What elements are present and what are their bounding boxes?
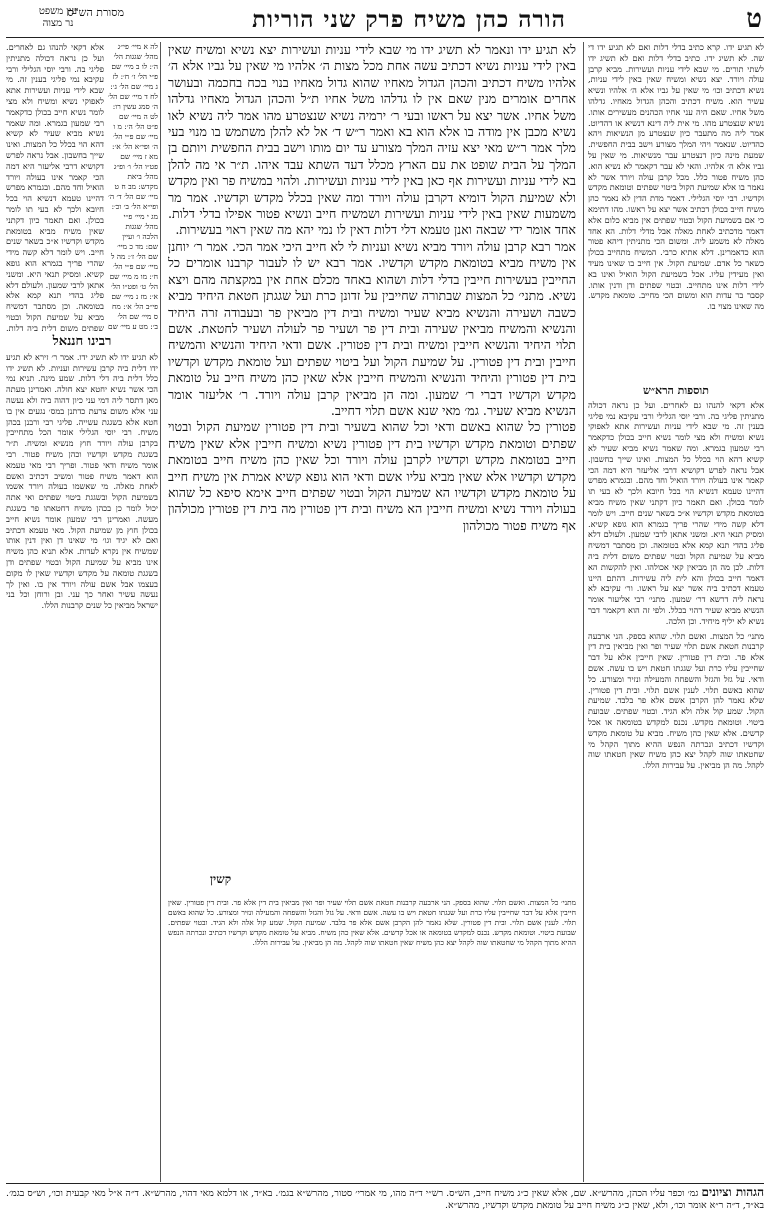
rabbeinu-chananel-column [6, 334, 158, 1182]
footer-rule [6, 1183, 764, 1184]
page-title: הורה כהן משיח פרק שני הוריות [252, 6, 566, 33]
gemara-text-1: לא תגיע ידו ונאמר לא תשיג ידו מי שבא לידי עניות ועשירות יצא נשיא ומשיח שאין באין לידי עניות נשיא דכתיב עשה אחת מכל מצות ה׳ אלהיו מי שאין על גביו אלא ה׳ אלהיו משיח דכתיב והכהן הגדול מאחיו שהוא גדול מאחיו בנוי בכח בחכמה ובעושר אחרים אומרים מנין שאם אין לו גדלהו משל אחיו ת״ל והכהן הגדול מאחיו גדלהו משל אחיו. אשר יצא על ראשו ובעי ר׳ ירמיה נשיא שנצטרע מהו אמר ליה נשיא לאו נשיא מכבן אין מודה בו אלא הוא בא ואמר ר״ש ד׳ אל לא להלן משתמש בו מנוי בעי מלך אמר ר״ש מאי יצא עזיה המלך מצורע עד יום מותו וישב בבית החפשית ויותם בן המלך על הבית שופט את עם הארץ מכלל דעד השתא עבד איהו. ת״ר אי מה להלן בא לידי עניות ועשירות אף כאן באין לידי עניות ועשירות. ולהוי במשיח פר ואין מקדש ולא שמיעת הקול דומיא דקרבן עולה ויורד ומה שאין בכלל מקדש וקדשיו. אמר מר משמעות שאין באין לידי עניות ועשירות ושמשיח חייב ונשיא פטור אפילו בדלי דלות. אחד אומר ידי שבאה ואנן טעמא דלי דלות דאין לו נמי יהא מה שאין ראוי בעשירות. [168, 42, 576, 238]
tosafot-title: תוספות הרא״ש [643, 384, 709, 397]
tosafot-left-column [6, 42, 104, 332]
divider-left [160, 42, 161, 1182]
gemara-text-2: אמר רבא קרבן עולה ויורד מביא נשיא ועניות לי לא חייב היכי אמר הכי. אמר ר׳ יוחנן אין משיח מביא בטומאת מקדש וקדשיו. אמר רבא יש לו לעבור קרבנו אומרים כל החייבין בעשירות חייבין בדלי דלות ושהוא באחד מכלם אחת אין במקצתה מהם ויצא נשיא. מתני׳ כל המצות שבתורה שחייבין על זדונן כרת ועל שגגתן חטאת היחיד מביא כשבה ושעירה והנשיא מביא שעיר ומשיח ובית דין מביאין פר ובעבודה זרה היחיד והנשיא והמשיח מביאין שעירה ובית דין פר ושעיר פר לעולה ושעיר לחטאת. אשם תלוי היחיד והנשיא חייבין ומשיח ובית דין פטורין. אשם ודאי היחיד והנשיא והמשיח חייבין ובית דין פטורין. על שמיעת הקול ועל ביטוי שפתים ועל טומאת מקדש וקדשיו בית דין פטורין והיחיד והנשיא והמשיח חייבין אלא שאין כהן משיח חייב על טומאת מקדש וקדשיו דברי ר׳ שמעון. ומה הן מביאין קרבן עולה ויורד. ר׳ אליעזר אומר הנשיא מביא שעיר. גמ׳ מאי שנא אשם תלוי דחייב. [168, 238, 576, 418]
folio-number: ט [746, 4, 762, 34]
gemara-text-3: פטורין כל שהוא באשם ודאי וכל שהוא בשעיר ובית דין פטורין שמיעת הקול ובטוי שפתים וטומאת מקדש וקדשיו בית דין פטורין נשיא ומשיח חייבין אלא שאין משיח חייב בטומאת מקדש וקדשיו לקרבן עולה ויורד וכל שאין כהן משיח חייב בטומאת מקדש וקדשיו אלא שאין מביא עליו אשם ודאי הוא גופא קשיא אמרת אין משיח חייב על טומאת מקדש וקדשיו הא שמיעת הקול ובטוי שפתים חייב אימא סיפא כל שהוא בעולה ויורד נשיא ומשיח חייבין הא משיח ובית דין פטורין מה בית דין פטורין מכולהון אף משיח פטור מכולהון [168, 419, 576, 533]
rashi-continued: מתני׳ כל המצות. ואשם תלוי. שהוא בספק. הני ארבעה קרבנות חטאת אשם תלוי שעיר ופר ואין מביאין בית דין אלא פר. ובית דין פטורין. שאין חייבין אלא על דבר שחייבין עליו כרת ועל שגגתו חטאת ויש בו עשה. אשם ודאי. על גזל והגזל והשפחה והמעילה ונזיר ומצורע. כל שהוא באשם תלוי. לענין אשם תלוי. ובית דין פטורין. שלא נאמר להן הקרבן אשם אלא פר בלבד. שמיעת הקול. שמע קול אלה ולא הגיד. ובטוי שפתים. שבועת ביטוי. וטומאת מקדש. נכנס למקדש בטומאה או אכל קדשים. אלא שאין כהן משיח. מביא על טומאת מקדש וקדשיו דכתיב ונכרתה הנפש ההיא מתוך הקהל מי שחטאתו שוה לקהל יצא כהן משיח שאין חטאתו שוה לקהל. מה הן מביאין. על עבירות הללו. [588, 630, 764, 771]
header-rule [6, 37, 764, 38]
lower-commentary [168, 898, 576, 1182]
rabbeinu-chananel-text: לא תגיע ידו לא תשיג ידו. אמר ר׳ זירא לא תגיע ידו דלית ביה קרבן עשירות ועניות. לא תשיג ידו כלל דלית ביה דלי דלות. שמע מינה. תניא נמי הכי אשר נשיא יחטא יצא חולה. ואמרינן מעתה מאן דתסר ליה דמי עני כיון דהוה ביה ולא נעשה עני אלא משום צרעת כדתנן במס׳ נגעים אין בו חטא אלא בשגגת עשייה. פליגי רבי ורבנן בכהן משיח. רבי יוסי הגלילי אומר הכל מתחייבין בקרבן עולה ויורד חוץ מנשיא ומשיח. ת״ר בשגגת מקדש וקדשיו וכהן משיח פטור. רבי אומר משיח ודאי פטור. ופריך רבי מאי טעמא הוא דאמר משיח פטור ומשיב דכתיב ואשם לאחת מאלה. מי שאשמו בעולה ויורד אשמו בשמיעת הקול ובשגגת ביטוי שפתים ואי אתה יכול לומר כן בכהן משיח דחטאתו פר בשגגת מעשה. ואמרינן רבי שמעון אומר נשיא חייב בכולן חוץ מן שמיעת הקול. מאי טעמא דכתיב ואם לא יגיד וגו׳ מי שאינו דן ואין דנין אותו שמשיח אין נקרא לעדות. אלא תניא כהן משיח אינו מביא על שמיעת הקול ובטוי שפתים ודן בשגגת טומאה על מקדש וקדשיו שאין לו מקום בעצמו אבל אשם עולה ויורד אין בו. ואין לך נעשה עשיר ואחר כך עני. ובן ורוחן וכל בני ישראל מביאין כל שנים קרבנות הללו. [6, 351, 158, 611]
rashi-text: לא תגיע ידו. קרא כתיב בדלי דלות ואם לא תגיע ידו די שה. לא תשיג ידו. כתיב בדלי דלות ואם לא תשיג ידו לשתי תורים. מי שבא לידי עניות ועשירות. מביא קרבן עולה ויורד. יצא נשיא ומשיח שאין באין לידי עניות, נשיא דכתיב וכו׳ מי שאין על גביו אלא ה׳ אלהיו ונשיא עשיר הוא. משיח דכתיב והכהן הגדול מאחיו. גדלהו משל אחיו. שאם היה עני אחיו הכהנים מעשירים אותו. נשיא שנצטרע מהו. מי אית ליה דינא דנשיא או דהדיוט. אמר ליה מה מתעבר כיון שנצטרע מן הנשיאות ויהא כהדיוט. שנאמר ויהי המלך מצורע וישב בבית החפשית. שמעת מינה כיון דנצטרע עבר מנשיאות. מי שאין על גביו אלא ה׳ אלהיו. והאי לא עבר דקאמר לא נשיא הוא. כהן משיח פטור כלל. מכל קרבן עולה ויורד אשר לא נאמר בו אלא שמיעת הקול ביטוי שפתים וטומאת מקדש וקדשיו. רבי יוסי הגלילי. דאמר מדת הדין לא נאמר כהן משיח חייב בכולן דכתיב אשר יצא על ראשו. מהו דתימא כי אם בשמיעת הקול ובטוי שפתים אין מביא כלום אלא דאמר מדכתיב לאחת מאלה אבל מדלי דלות. הא אחד מאלה לא משמע ליה. ומשום הכי מתניתין דיהא פטור הוא כדאמרינן. דלא אתיא כרבי. המשיח מתחייב בכולן כשאר כל אדם. שמיעת הקול. אין חייב בו שאינו מעיד ואין מעידין עליו. אכל בשמיעת הקול הואיל ואינו בא לידי דלות אינו מתחייב. ובטוי שפתים ודן ודנין אותו. קסבר בר עדות הוא ומשום הכי מחייב. טומאת מקדש. מה שאינו מצוי בו. [588, 42, 764, 312]
catchword: קשין [210, 872, 232, 886]
hagahot-text: גמ׳ וכפר עליו הכהן, מהרש״א. שם, אלא שאין כ״ג משיח חייב, הש״ס. רש״י ד״ה מהו, מי אמרי׳ סטור, מהרש״א בגמ׳. בא״ד, או דלמא מאי דהוי, מהרש״א. ד״ה א״ל מאי קבעית וכו׳, וש״ס בגמ׳. בא״ד, ד״ה ר״א אומר וכו׳, ולא, שאין כ״ג משיח חייב על טומאת מקדש וקדשיו, מהרש״א. [6, 1188, 764, 1211]
ein-mishpat-text: לה א מיי׳ פי״ג מהל׳ שגגות הל׳ ה׳: לו ב מיי׳ שם פ״י הל׳ ז׳ ח׳: לז ג מיי׳ שם הל׳ ג׳: לח ד מיי׳ שם הל׳ ה׳ סמג עשין רו: לט ה מיי׳ שם פ״ט הל׳ ה׳: מ ו מיי׳ שם פ״י הל׳ ה׳ ופי״א הל׳ א׳: מא ז מיי׳ שם פט״ו הל׳ ו׳ ופ״ג מהל׳ ביאת מקדש: מב ח ט מיי׳ שם הל׳ ד׳ ה׳ ופי״א הל׳ ב׳ וכ׳: מג י מיי׳ פ״י מהל׳ שגגות הלכה ו׳ ועיין שם: מד כ מיי׳ שם הל׳ ז׳: מה ל מיי׳ שם פ״י הל׳ ח׳: מו מ מיי׳ שם הל׳ ט׳ ופט״ו הל׳ א׳: מז נ מיי׳ שם פי״ב הל׳ א׳: מח ס מיי׳ שם הל׳ ב׳: מט ע מיי׳ שם [108, 42, 158, 331]
tosafot-left-text: אלא דקאי להנהו גם לאחרים. ועל כן נראה דכולה מתניתין פליגי בה. ורבי יוסי הגלילי ורבי עקיבא נמי פליגי בענין זה. מי שבא לידי עניות ועשירות אתא לאפוקי נשיא ומשיח ולא מצי לומר נשיא חייב בכולן כדקאמר רבי שמעון בגמרא. ומה שאמר נשיא מביא שעיר לא קשיא דהא הוי בכלל כל המצות. ואינו שייך בחשבון. אבל נראה לפרש דקושיא דרבי אליעזר היא דמה הכי קאמר אינו בעולה ויורד הואיל וחד מהם. ובגמרא מפרש דהיינו טעמא דנשיא הוי בכל חיובא ולכך לא בעי תו לומר בכולן. ואם תאמר כיון דקתני שאין משיח מביא בטומאת מקדש וקדשיו א״כ בשאר שנים חייב. ויש לומר דלא קשה מידי שהרי פריך בגמרא הוא גופא קשיא. ומסיק תנאי היא. ומשני אתאן לרבי שמעון. ולעולם דלא פליג בהדי תנא קמא אלא בטומאה. וכן מסתבר דמשיח מביא על שמיעת הקול ובטוי שפתים משום דלית ביה דלות. [6, 42, 104, 332]
divider-right [583, 42, 584, 1182]
ein-mishpat-label: עין משפט נר מצוה [38, 6, 78, 29]
hagahot-footer [6, 1186, 764, 1218]
tosafot-column [588, 384, 764, 1182]
ein-mishpat-column [108, 42, 158, 332]
tosafot-text: אלא דקאי להנהו גם לאחרים. ועל כן נראה דכולה מתניתין פליגי בה. ורבי יוסי הגלילי ורבי עקיבא נמי פליגי בענין זה. מי שבא לידי עניות ועשירות אתא לאפוקי נשיא ומשיח ולא מצי לומר נשיא חייב בכולן כדקאמר רבי שמעון בגמרא. ומה שאמר נשיא מביא שעיר לא קשיא דהא הוי בכלל כל המצות. ואינו שייך בחשבון. אבל נראה לפרש דקושיא דרבי אליעזר היא דמה הכי קאמר אינו בעולה ויורד הואיל וחד מהם. ובגמרא מפרש דהיינו טעמא דנשיא הוי בכל חיובא ולכך לא בעי תו לומר בכולן. ואם תאמר כיון דקתני שאין משיח מביא בטומאת מקדש וקדשיו א״כ בשאר שנים חייב. ויש לומר דלא קשה מידי שהרי פריך בגמרא הוא גופא קשיא. ומסיק תנאי היא. ומשני אתאן לרבי שמעון. ולעולם דלא פליג בהדי תנא קמא אלא בטומאה. וכן מסתבר דמשיח מביא על שמיעת הקול ובטוי שפתים משום דלית ביה דלות. לכן מה הן מביאין קאי אכולהו. ואין להקשות הא דאמר חייב בכולן והא לית ליה עשירות. דהתם היינו טעמא דכתיב ביה אשר יצא על ראשו. ור׳ עקיבא לא נראה ליה דרשא דר׳ שמעון. מתני׳ רבי אליעזר אומר הנשיא מביא שעיר דהוי בכלל. ולפי זה הוא דקאמר דבר נשיא לא יליף מיחיד. וכן הלכה. [588, 399, 764, 626]
hagahot-label: הגהות וציונים [701, 1185, 765, 1199]
masoret-hashas-label: מסורת הש"ס [67, 6, 124, 19]
page-header [6, 4, 764, 38]
lower-commentary-text: מתני׳ כל המצות. ואשם תלוי. שהוא בספק. הני ארבעה קרבנות חטאת אשם תלוי שעיר ופר ואין מביאין בית דין אלא פר. ובית דין פטורין. שאין חייבין אלא על דבר שחייבין עליו כרת ועל שגגתו חטאת ויש בו עשה. אשם ודאי. על גזל והגזל והשפחה והמעילה ונזיר ומצורע. כל שהוא באשם תלוי. לענין אשם תלוי. ובית דין פטורין. שלא נאמר להן הקרבן אשם אלא פר בלבד. שמיעת הקול. שמע קול אלה ולא הגיד. ובטוי שפתים. שבועת ביטוי. וטומאת מקדש. נכנס למקדש בטומאה או אכל קדשים. אלא שאין כהן משיח. מביא על טומאת מקדש וקדשיו דכתיב ונכרתה הנפש ההיא מתוך הקהל מי שחטאתו שוה לקהל יצא כהן משיח שאין חטאתו שוה לקהל. מה הן מביאין. על עבירות הללו. [168, 898, 576, 947]
gemara-column [168, 42, 576, 742]
rabbeinu-chananel-title: רבינו חננאל [52, 334, 112, 349]
rashi-column [588, 42, 764, 382]
